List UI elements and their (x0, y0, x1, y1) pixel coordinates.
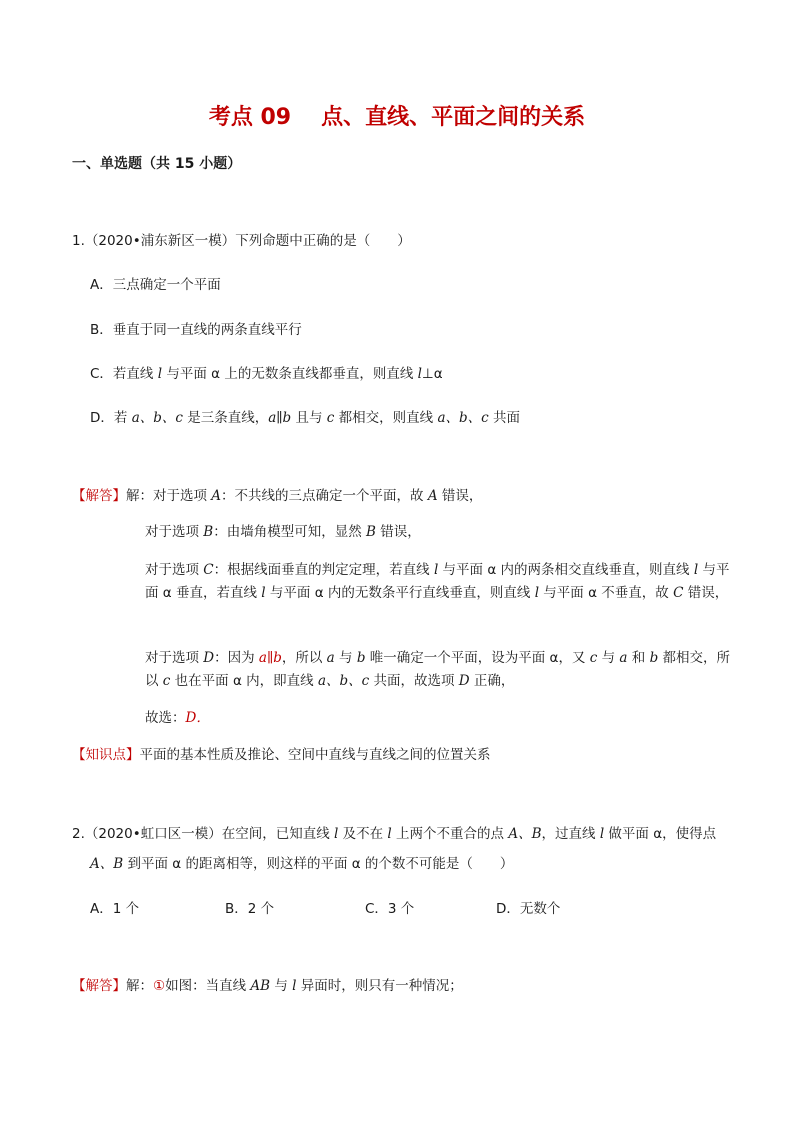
q2-stem-line1: 2.（2020•虹口区一模）在空间，已知直线 l 及不在 l 上两个不重合的点 A、B，过直线 l 做平面 α，使得点 (72, 826, 717, 842)
q1-answer-line-a: 【解答】解：对于选项 A：不共线的三点确定一个平面，故 A 错误， (72, 488, 483, 504)
q1-knowledge: 【知识点】平面的基本性质及推论、空间中直线与直线之间的位置关系 (72, 747, 491, 763)
q1-answer-choice: 故选：D． (145, 710, 210, 726)
q1-option-c: C．若直线 l 与平面 α 上的无数条直线都垂直，则直线 l⊥α (90, 366, 443, 382)
answer-tag: 【解答】 (72, 978, 126, 994)
section-heading: 一、单选题（共 15 小题） (72, 156, 242, 172)
q2-answer-line1: 【解答】解：①如图：当直线 AB 与 l 异面时，则只有一种情况； (72, 978, 463, 994)
q2-options (90, 899, 690, 919)
knowledge-tag: 【知识点】 (72, 747, 140, 763)
q2-option-c: C．3 个 (365, 901, 415, 917)
q1-answer-line-c: 对于选项 C：根据线面垂直的判定定理，若直线 l 与平面 α 内的两条相交直线垂直，则直线 l 与平面 α 垂直，若直线 l 与平面 α 内的无数条平行直线垂直，则直线 l 与平面 α 不垂直，故 C 错误， (145, 562, 730, 601)
page-title (0, 100, 794, 131)
q1-option-d: D．若 a、b、c 是三条直线，a∥b 且与 c 都相交，则直线 a、b、c 共面 (90, 410, 520, 426)
q2-option-d: D．无数个 (496, 901, 561, 917)
q2-option-b: B．2 个 (225, 901, 275, 917)
q1-stem: 1.（2020•浦东新区一模）下列命题中正确的是（ ） (72, 233, 411, 249)
q1-option-b: B．垂直于同一直线的两条直线平行 (90, 322, 302, 338)
title-topic-number: 考点 09 (208, 105, 292, 130)
q2-option-a: A．1 个 (90, 901, 140, 917)
title-topic-name: 点、直线、平面之间的关系 (321, 105, 586, 130)
q1-option-a: A．三点确定一个平面 (90, 277, 221, 293)
answer-tag: 【解答】 (72, 488, 126, 504)
q2-stem-line2: A、B 到平面 α 的距离相等，则这样的平面 α 的个数不可能是（ ） (90, 856, 514, 872)
q1-answer-line-d: 对于选项 D：因为 a∥b，所以 a 与 b 唯一确定一个平面，设为平面 α，又 c 与 a 和 b 都相交，所以 c 也在平面 α 内，即直线 a、b、c 共面，故选项 D 正确， (145, 650, 731, 689)
q1-answer-line-b: 对于选项 B：由墙角模型可知，显然 B 错误， (145, 524, 421, 540)
